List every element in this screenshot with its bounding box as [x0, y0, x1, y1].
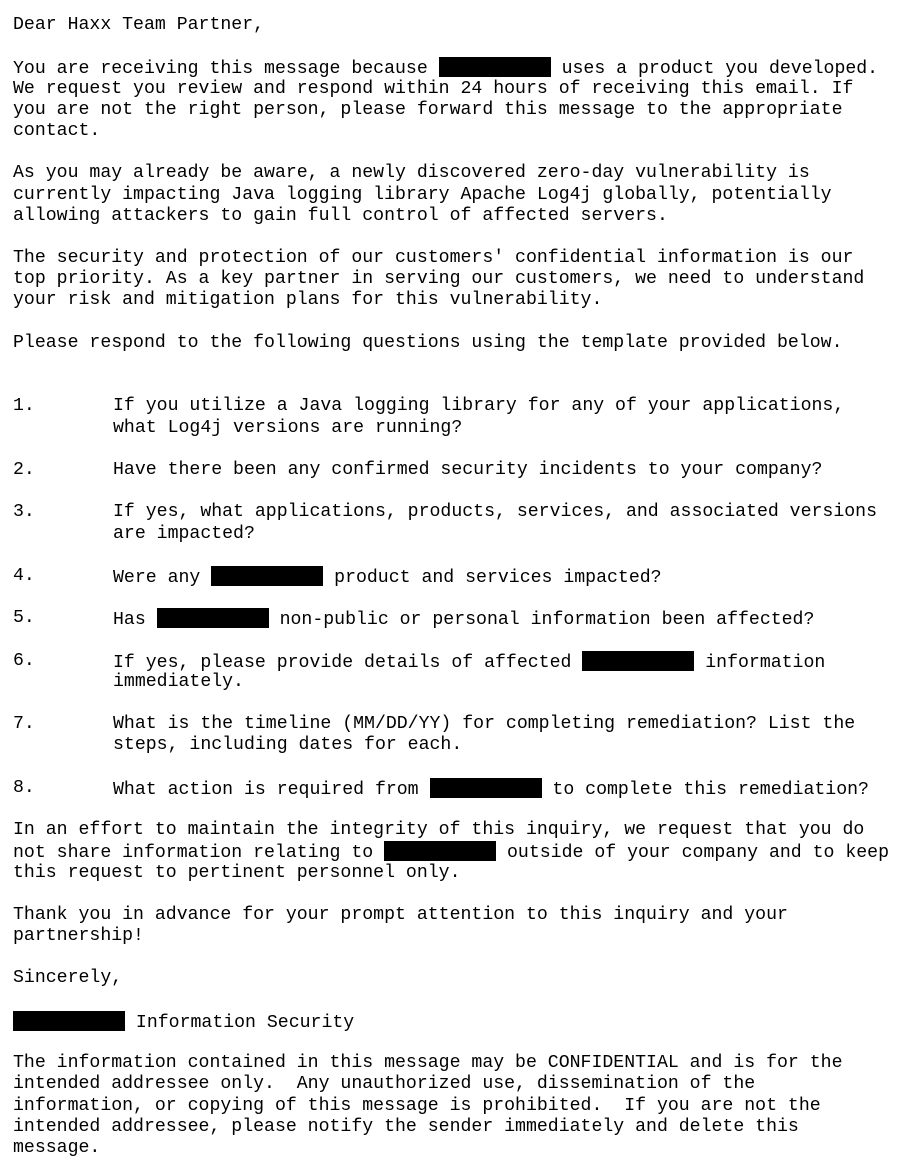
question-text-before: Were any: [113, 567, 212, 588]
question-text-after: information: [694, 652, 826, 673]
thanks-paragraph: [13, 905, 913, 947]
question-text-after: to complete this remediation?: [541, 779, 869, 800]
question-text: What is the timeline (MM/DD/YY) for completing remediation? List the: [113, 714, 856, 735]
question-1: [13, 396, 913, 438]
question-text: [113, 566, 913, 587]
closing: Sincerely,: [13, 968, 123, 989]
question-number: 8.: [13, 777, 35, 798]
question-6: [13, 651, 913, 693]
text-line: currently impacting Java logging library Apache Log4j globally, potentially: [13, 184, 832, 205]
text-line: message.: [13, 1137, 101, 1158]
spacer: [13, 545, 913, 566]
spacer: [13, 799, 913, 820]
question-text-before: If yes, please provide details of affected: [113, 652, 583, 673]
spacer: [13, 312, 913, 333]
text-line: The information contained in this message may be CONFIDENTIAL and is for the: [13, 1053, 843, 1074]
text-line: The security and protection of our customers' confidential information is our: [13, 248, 854, 269]
question-text: [113, 608, 913, 629]
text-line: allowing attackers to gain full control of affected servers.: [13, 205, 668, 226]
intro-line-2: We request you review and respond within 24 hours of receiving this email. If: [13, 78, 854, 99]
greeting: Dear Haxx Team Partner,: [13, 15, 265, 35]
intro-line-3: you are not the right person, please forward this message to the appropriate: [13, 99, 843, 120]
question-8: [13, 778, 913, 799]
question-text: steps, including dates for each.: [113, 735, 463, 756]
redacted-block: [211, 566, 323, 586]
question-3: [13, 502, 913, 544]
redacted-block: [439, 57, 551, 77]
question-text: Have there been any confirmed security incidents to your company?: [113, 459, 823, 480]
spacer: [13, 757, 913, 778]
redacted-block: [13, 1011, 125, 1031]
spacer: [13, 629, 913, 650]
question-text: [113, 651, 913, 672]
text-line: Thank you in advance for your prompt attention to this inquiry and your: [13, 904, 788, 925]
email-body: [13, 15, 913, 1159]
question-text-before: Has: [113, 610, 157, 631]
text-line: information, or copying of this message is prohibited. If you are not the: [13, 1095, 821, 1116]
intro-text-after: uses a product you developed.: [550, 59, 879, 80]
text-line: top priority. As a key partner in serving our customers, we need to understand: [13, 269, 865, 290]
questions-list: [13, 396, 913, 799]
spacer: [13, 1032, 913, 1053]
spacer: [13, 36, 913, 57]
question-5: [13, 608, 913, 629]
signature-department: Information Security: [125, 1012, 355, 1033]
redacted-block: [430, 778, 542, 798]
question-text-after: non-public or personal information been affected?: [268, 610, 815, 631]
question-number: 2.: [13, 459, 35, 480]
text-line: intended addressee only. Any unauthorized use, dissemination of the: [13, 1074, 756, 1095]
spacer: [13, 439, 913, 460]
question-text: [113, 778, 913, 799]
intro-text-before: You are receiving this message because: [13, 59, 439, 80]
intro-line-4: contact.: [13, 120, 101, 141]
question-2: [13, 460, 913, 481]
signature: [13, 1011, 913, 1032]
spacer: [13, 587, 913, 608]
security-paragraph: [13, 248, 913, 312]
question-number: 1.: [13, 396, 35, 417]
text-line: As you may already be aware, a newly discovered zero-day vulnerability is: [13, 163, 810, 184]
question-text: immediately.: [113, 671, 244, 692]
spacer: [13, 693, 913, 714]
question-number: 6.: [13, 650, 35, 671]
text-line: partnership!: [13, 926, 144, 947]
text-line: this request to pertinent personnel only.: [13, 862, 461, 883]
question-number: 7.: [13, 714, 35, 735]
redacted-block: [384, 841, 496, 861]
vulnerability-paragraph: [13, 163, 913, 227]
spacer: [13, 227, 913, 248]
question-text-before: What action is required from: [113, 779, 430, 800]
text-line: your risk and mitigation plans for this vulnerability.: [13, 290, 603, 311]
spacer: [13, 884, 913, 905]
question-7: [13, 714, 913, 756]
question-number: 5.: [13, 608, 35, 629]
question-text-after: product and services impacted?: [323, 567, 662, 588]
spacer: [13, 354, 913, 396]
intro-paragraph: [13, 57, 913, 142]
redacted-block: [157, 608, 269, 628]
question-number: 4.: [13, 565, 35, 586]
question-text: are impacted?: [113, 523, 255, 544]
redacted-block: [582, 651, 694, 671]
question-text: what Log4j versions are running?: [113, 417, 463, 438]
spacer: [13, 947, 913, 968]
text-before: not share information relating to: [13, 843, 385, 864]
text-after: outside of your company and to keep: [496, 843, 890, 864]
spacer: [13, 142, 913, 163]
integrity-paragraph: [13, 820, 913, 884]
question-text: If you utilize a Java logging library for any of your applications,: [113, 396, 845, 417]
intro-line-1: [13, 57, 913, 78]
text-line: In an effort to maintain the integrity of this inquiry, we request that you do: [13, 820, 865, 841]
respond-instruction: Please respond to the following questions using the template provided below.: [13, 332, 843, 353]
spacer: [13, 990, 913, 1011]
spacer: [13, 481, 913, 502]
confidentiality-disclaimer: [13, 1053, 913, 1159]
text-line: intended addressee, please notify the sender immediately and delete this: [13, 1116, 799, 1137]
question-number: 3.: [13, 502, 35, 523]
question-text: If yes, what applications, products, services, and associated versions: [113, 502, 877, 523]
text-line: [13, 841, 913, 862]
question-4: [13, 566, 913, 587]
